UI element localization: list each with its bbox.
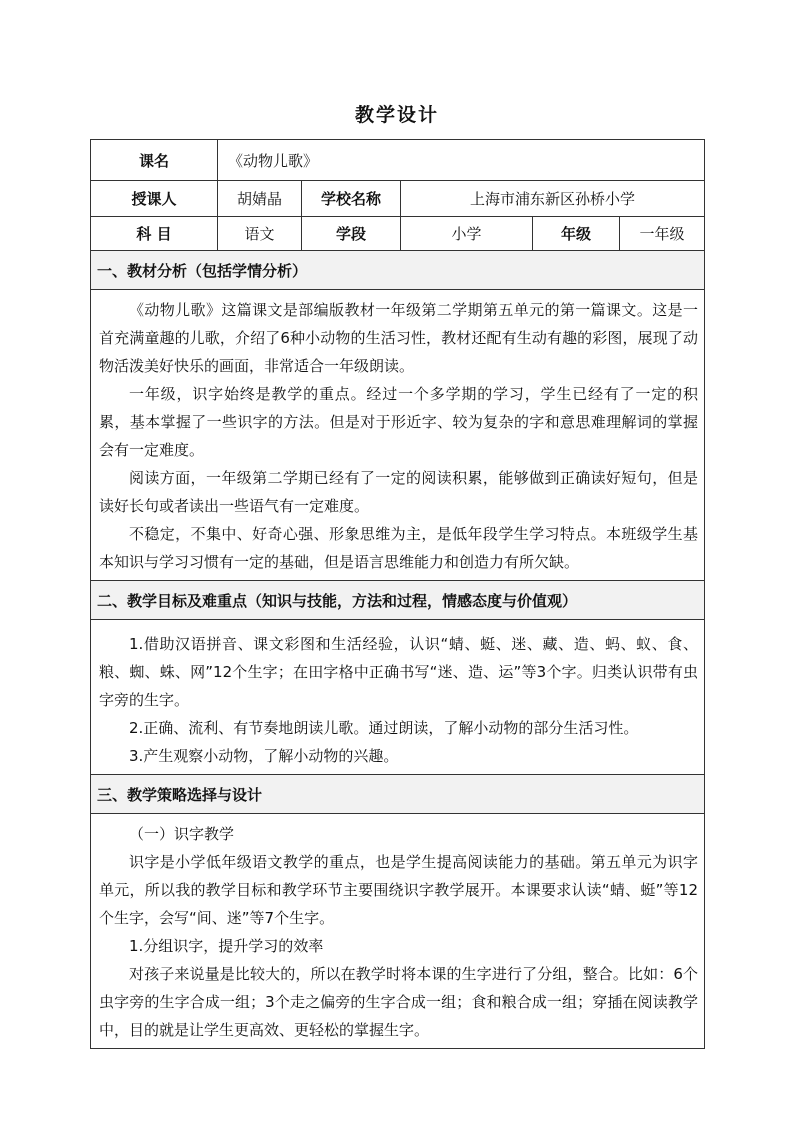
paragraph: 《动物儿歌》这篇课文是部编版教材一年级第二学期第五单元的第一篇课文。这是一首充满童趣的儿歌，介绍了6种小动物的生活习性，教材还配有生动有趣的彩图，展现了动物活泼美好快乐的画面，非常适合一年级朗读。 <box>99 301 698 375</box>
grade-value: 一年级 <box>620 217 705 251</box>
paragraph: 识字是小学低年级语文教学的重点，也是学生提高阅读能力的基础。第五单元为识字单元，所以我的教学目标和教学环节主要围绕识字教学展开。本课要求认读“蜻、蜓”等12个生字，会写“间、迷”等7个生字。 <box>99 853 698 927</box>
school-label: 学校名称 <box>302 181 401 217</box>
teacher-value: 胡婧晶 <box>218 181 302 217</box>
teacher-row <box>91 181 705 217</box>
paragraph: 对孩子来说量是比较大的，所以在教学时将本课的生字进行了分组，整合。比如：6个虫字旁的生字合成一组；3个走之偏旁的生字合成一组；食和粮合成一组；穿插在阅读教学中，目的就是让学生更高效、更轻松的掌握生字。 <box>99 965 698 1039</box>
paragraph: 2.正确、流利、有节奏地朗读儿歌。通过朗读，了解小动物的部分生活习性。 <box>129 719 639 737</box>
paragraph: 不稳定，不集中、好奇心强、形象思维为主，是低年段学生学习特点。本班级学生基本知识与学习习惯有一定的基础，但是语言思维能力和创造力有所欠缺。 <box>99 525 698 571</box>
subject-value: 语文 <box>218 217 302 251</box>
document-title: 教学设计 <box>354 104 439 126</box>
section-2-heading-row <box>91 581 705 620</box>
paragraph: 1.借助汉语拼音、课文彩图和生活经验，认识“蜻、蜓、迷、藏、造、蚂、蚁、食、粮、蜘、蛛、网”12个生字；在田字格中正确书写“迷、造、运”等3个字。归类认识带有虫字旁的生字。 <box>99 635 698 709</box>
section-heading: 一、教材分析（包括学情分析） <box>91 251 705 290</box>
paragraph: 3.产生观察小动物，了解小动物的兴趣。 <box>129 747 399 765</box>
section-body <box>91 290 705 581</box>
section-1-body-row <box>91 290 705 581</box>
paragraph: 一年级，识字始终是教学的重点。经过一个多学期的学习，学生已经有了一定的积累，基本掌握了一些识字的方法。但是对于形近字、较为复杂的字和意思难理解词的掌握会有一定难度。 <box>99 385 698 459</box>
subject-row <box>91 217 705 251</box>
stage-label: 学段 <box>302 217 401 251</box>
grade-label: 年级 <box>533 217 620 251</box>
section-heading: 三、教学策略选择与设计 <box>91 775 705 814</box>
section-body <box>91 814 705 1049</box>
stage-value: 小学 <box>401 217 533 251</box>
section-3-body-row <box>91 814 705 1049</box>
section-body <box>91 620 705 775</box>
paragraph: 阅读方面，一年级第二学期已经有了一定的阅读积累，能够做到正确读好短句，但是读好长句或者读出一些语气有一定难度。 <box>99 469 698 515</box>
section-heading: 二、教学目标及难重点（知识与技能，方法和过程，情感态度与价值观） <box>91 581 705 620</box>
section-1-heading-row <box>91 251 705 290</box>
course-row <box>91 140 705 181</box>
school-value: 上海市浦东新区孙桥小学 <box>401 181 705 217</box>
teacher-label: 授课人 <box>91 181 218 217</box>
subject-label: 科 目 <box>91 217 218 251</box>
course-value: 《动物儿歌》 <box>218 140 705 181</box>
course-label: 课名 <box>91 140 218 181</box>
section-2-body-row <box>91 620 705 775</box>
paragraph: 1.分组识字，提升学习的效率 <box>129 937 324 955</box>
lesson-plan-table <box>90 139 705 1049</box>
paragraph: （一）识字教学 <box>129 825 235 843</box>
section-3-heading-row <box>91 775 705 814</box>
